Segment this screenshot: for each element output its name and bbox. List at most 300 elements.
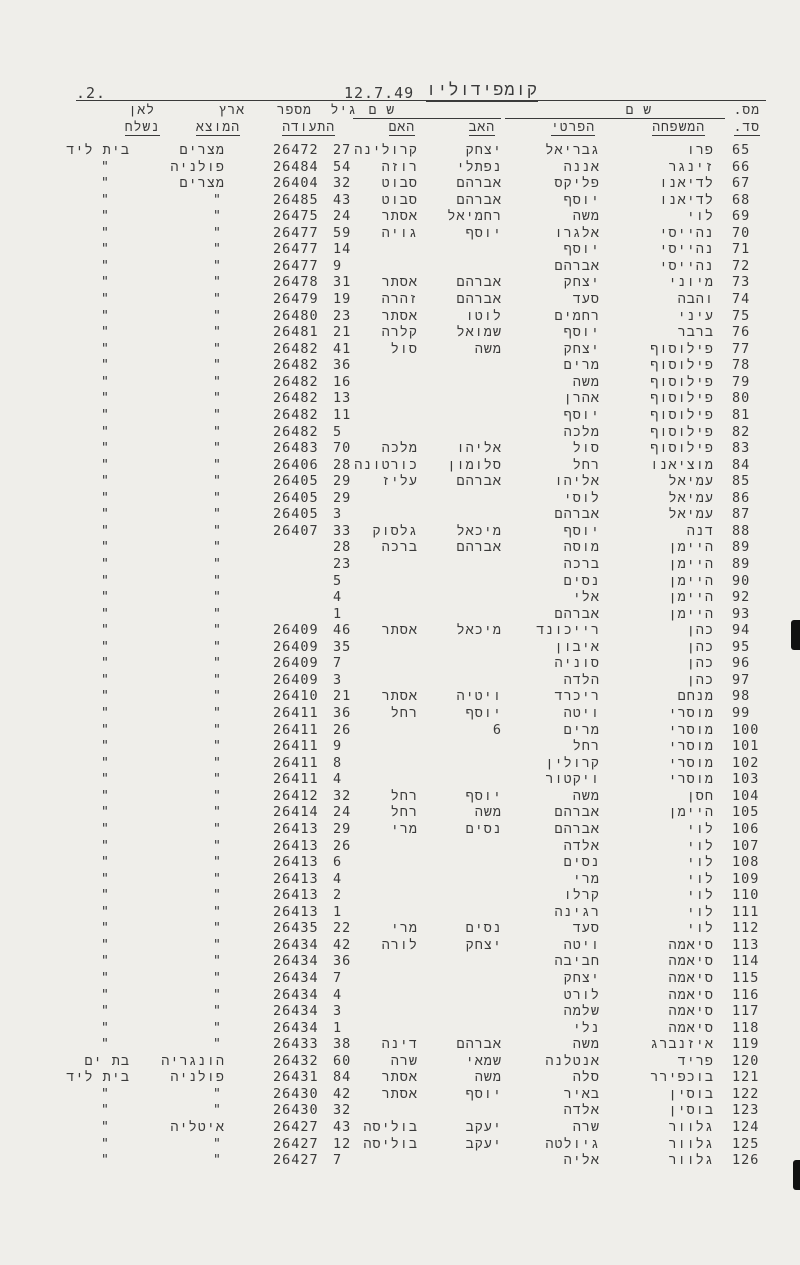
table-row <box>0 440 800 457</box>
cell-mother: ברכה <box>381 539 418 556</box>
cell-dest: " <box>100 175 110 192</box>
cell-family: היימן <box>668 556 714 572</box>
cell-dest: " <box>100 589 110 606</box>
table-row <box>0 1036 800 1053</box>
cell-country: " <box>212 1102 222 1119</box>
cell-country: " <box>212 357 222 374</box>
cell-no: 85 <box>732 473 751 490</box>
cell-dest: " <box>100 688 110 705</box>
cell-country: " <box>212 1152 222 1169</box>
cell-first: סלה <box>572 1069 600 1086</box>
cell-country: פולניה <box>170 158 225 175</box>
cell-mother: בוליסה <box>363 1119 418 1136</box>
cell-dest: " <box>100 257 110 274</box>
cell-father: יוסף <box>465 705 502 722</box>
cell-first: יצחק <box>563 274 600 291</box>
cell-age: 4 <box>333 771 343 788</box>
cell-family: סיאמה <box>668 970 714 986</box>
cell-country: " <box>212 1036 222 1053</box>
cell-doc: 26434 <box>273 1019 319 1036</box>
cell-dest: " <box>100 754 110 771</box>
cell-country: " <box>212 473 222 490</box>
cell-dest: " <box>100 357 110 374</box>
table-row <box>0 821 800 838</box>
cell-no: 99 <box>732 705 751 722</box>
cell-first: שלמה <box>563 1003 600 1020</box>
cell-doc: 26482 <box>273 357 319 374</box>
dest-header-1: לאן <box>128 103 155 118</box>
cell-dest: " <box>100 820 110 837</box>
cell-country: " <box>212 489 222 506</box>
cell-father: יצחק <box>465 142 502 158</box>
cell-dest: " <box>100 986 110 1003</box>
cell-doc: 26409 <box>273 638 319 655</box>
table-row <box>0 407 800 424</box>
cell-first: איבון <box>554 638 600 655</box>
cell-family: גלוור <box>668 1119 714 1136</box>
cell-family: לוי <box>686 208 714 225</box>
cell-first: פליקס <box>554 175 600 192</box>
cell-family: פילוסוף <box>650 406 714 423</box>
cell-age: 28 <box>333 456 352 473</box>
cell-age: 5 <box>333 572 343 589</box>
cell-first: חביבה <box>554 953 600 970</box>
cell-doc: 26413 <box>273 820 319 837</box>
cell-first: משה <box>572 1036 600 1053</box>
cell-doc: 26411 <box>273 738 319 755</box>
cell-first: נסים <box>563 572 600 589</box>
cell-country: " <box>212 556 222 572</box>
cell-no: 121 <box>732 1069 760 1086</box>
table-row <box>0 1053 800 1070</box>
cell-dest: " <box>100 804 110 821</box>
cell-age: 11 <box>333 406 352 423</box>
cell-doc: 26477 <box>273 257 319 274</box>
cell-father: משה <box>474 1069 502 1086</box>
cell-family: לוי <box>686 870 714 887</box>
cell-first: אברהם <box>554 257 600 274</box>
cell-family: נהייסי <box>659 257 714 274</box>
cell-mother: אסתר <box>381 1085 418 1102</box>
cell-age: 9 <box>333 738 343 755</box>
table-row <box>0 1069 800 1086</box>
table-row <box>0 970 800 987</box>
cell-age: 41 <box>333 340 352 357</box>
cell-doc: 26407 <box>273 522 319 539</box>
cell-family: דנה <box>686 522 714 539</box>
cell-no: 104 <box>732 787 760 804</box>
cell-family: סיאמה <box>668 1003 714 1020</box>
cell-country: מצרים <box>179 175 225 192</box>
cell-mother: רחל <box>390 705 418 722</box>
cell-dest: " <box>100 936 110 953</box>
cell-doc: 26475 <box>273 208 319 225</box>
table-row <box>0 589 800 606</box>
cell-family: כהן <box>686 622 714 639</box>
document-header <box>76 78 780 106</box>
table-row <box>0 424 800 441</box>
cell-country: " <box>212 274 222 291</box>
cell-age: 22 <box>333 920 352 937</box>
cell-first: אהרן <box>563 390 600 407</box>
cell-first: אלדה <box>563 1102 600 1119</box>
table-row <box>0 175 800 192</box>
cell-country: " <box>212 208 222 225</box>
cell-no: 122 <box>732 1085 760 1102</box>
cell-family: לוי <box>686 903 714 920</box>
cell-first: לורט <box>563 986 600 1003</box>
cell-family: פרו <box>686 142 714 158</box>
cell-father: אברהם <box>456 539 502 556</box>
cell-mother: לורה <box>381 936 418 953</box>
cell-age: 13 <box>333 390 352 407</box>
cell-dest: " <box>100 787 110 804</box>
cell-age: 84 <box>333 1069 352 1086</box>
table-row <box>0 573 800 590</box>
cell-dest: " <box>100 307 110 324</box>
cell-no: 125 <box>732 1135 760 1152</box>
cell-father: יעקב <box>465 1119 502 1136</box>
mother-header: האם <box>388 120 415 135</box>
cell-dest: " <box>100 506 110 523</box>
cell-first: מלכה <box>563 423 600 440</box>
cell-dest: בית ליד <box>66 1069 130 1086</box>
cell-no: 78 <box>732 357 751 374</box>
cell-family: עמיאל <box>668 506 714 523</box>
cell-no: 88 <box>732 522 751 539</box>
cell-doc: 26404 <box>273 175 319 192</box>
serial-header-2: סד. <box>733 120 760 135</box>
cell-doc: 26483 <box>273 440 319 457</box>
cell-family: איזנברג <box>650 1036 714 1053</box>
cell-no: 69 <box>732 208 751 225</box>
table-row <box>0 622 800 639</box>
cell-family: נהייסי <box>659 224 714 241</box>
cell-mother: קלרה <box>381 324 418 341</box>
cell-family: לוי <box>686 837 714 854</box>
scan-mark <box>791 620 800 650</box>
table-row <box>0 755 800 772</box>
cell-father: רחמיאל <box>447 208 502 225</box>
cell-age: 24 <box>333 208 352 225</box>
name-group-rule <box>505 118 725 119</box>
cell-no: 126 <box>732 1152 760 1169</box>
table-row <box>0 192 800 209</box>
cell-country: " <box>212 324 222 341</box>
cell-doc: 26411 <box>273 754 319 771</box>
cell-doc: 26481 <box>273 324 319 341</box>
cell-no: 123 <box>732 1102 760 1119</box>
cell-dest: " <box>100 208 110 225</box>
cell-age: 26 <box>333 837 352 854</box>
table-row <box>0 341 800 358</box>
cell-no: 87 <box>732 506 751 523</box>
cell-no: 82 <box>732 423 751 440</box>
cell-country: " <box>212 224 222 241</box>
cell-first: יצחק <box>563 340 600 357</box>
cell-first: גבריאל <box>545 142 600 158</box>
cell-dest: בית ליד <box>66 142 130 158</box>
cell-first: משה <box>572 787 600 804</box>
cell-age: 43 <box>333 191 352 208</box>
cell-no: 75 <box>732 307 751 324</box>
cell-doc: 26412 <box>273 787 319 804</box>
cell-age: 29 <box>333 820 352 837</box>
cell-father: לוטו <box>465 307 502 324</box>
cell-country: " <box>212 572 222 589</box>
cell-dest: " <box>100 671 110 688</box>
cell-mother: סול <box>390 340 418 357</box>
cell-country: " <box>212 705 222 722</box>
cell-mother: בוליסה <box>363 1135 418 1152</box>
table-row <box>0 639 800 656</box>
table-row <box>0 308 800 325</box>
cell-family: עמיאל <box>668 489 714 506</box>
cell-first: מרי <box>572 870 600 887</box>
cell-no: 80 <box>732 390 751 407</box>
cell-no: 79 <box>732 373 751 390</box>
cell-dest: " <box>100 390 110 407</box>
cell-first: סול <box>572 440 600 457</box>
cell-no: 71 <box>732 241 751 258</box>
cell-mother: זהרה <box>381 291 418 308</box>
cell-first: הלדה <box>563 671 600 688</box>
cell-dest: " <box>100 274 110 291</box>
cell-doc: 26482 <box>273 390 319 407</box>
cell-no: 102 <box>732 754 760 771</box>
cell-family: היימן <box>668 539 714 556</box>
cell-no: 119 <box>732 1036 760 1053</box>
cell-mother: אסתר <box>381 307 418 324</box>
cell-age: 4 <box>333 870 343 887</box>
cell-father: שמאי <box>465 1052 502 1069</box>
cell-doc: 26435 <box>273 920 319 937</box>
cell-country: " <box>212 1003 222 1020</box>
table-row <box>0 606 800 623</box>
cell-country: הונגריה <box>161 1052 225 1069</box>
cell-age: 23 <box>333 307 352 324</box>
cell-family: לוי <box>686 887 714 904</box>
cell-family: ברבר <box>677 324 714 341</box>
cell-no: 72 <box>732 257 751 274</box>
cell-family: מוסרי <box>668 738 714 755</box>
table-row <box>0 539 800 556</box>
cell-age: 4 <box>333 986 343 1003</box>
cell-first: אלגרו <box>554 224 600 241</box>
cell-first: אברהם <box>554 506 600 523</box>
cell-father: מיכאל <box>456 522 502 539</box>
cell-no: 113 <box>732 936 760 953</box>
cell-doc: 26427 <box>273 1152 319 1169</box>
cell-first: ברכה <box>563 556 600 572</box>
table-row <box>0 937 800 954</box>
cell-dest: " <box>100 1036 110 1053</box>
cell-age: 36 <box>333 953 352 970</box>
cell-family: היימן <box>668 589 714 606</box>
cell-no: 96 <box>732 655 751 672</box>
cell-mother: סבוט <box>381 191 418 208</box>
cell-doc: 26472 <box>273 142 319 158</box>
cell-country: " <box>212 1085 222 1102</box>
cell-dest: " <box>100 1152 110 1169</box>
document-date: 12.7.49 <box>344 84 415 102</box>
cell-first: יוסף <box>563 522 600 539</box>
table-row <box>0 1152 800 1169</box>
cell-age: 7 <box>333 970 343 986</box>
cell-first: סעד <box>572 920 600 937</box>
cell-age: 60 <box>333 1052 352 1069</box>
cell-first: אנטלנה <box>545 1052 600 1069</box>
cell-age: 26 <box>333 721 352 738</box>
cell-first: גיולטה <box>545 1135 600 1152</box>
cell-age: 19 <box>333 291 352 308</box>
cell-family: פילוסוף <box>650 440 714 457</box>
cell-family: היימן <box>668 804 714 821</box>
cell-age: 38 <box>333 1036 352 1053</box>
table-row <box>0 920 800 937</box>
cell-no: 110 <box>732 887 760 904</box>
cell-no: 100 <box>732 721 760 738</box>
cell-dest: " <box>100 489 110 506</box>
cell-age: 7 <box>333 655 343 672</box>
cell-doc: 26411 <box>273 721 319 738</box>
parents-group-rule <box>353 118 501 119</box>
cell-first: קרלו <box>563 887 600 904</box>
cell-country: " <box>212 340 222 357</box>
cell-country: " <box>212 804 222 821</box>
cell-country: " <box>212 820 222 837</box>
cell-age: 29 <box>333 473 352 490</box>
cell-first: באיר <box>563 1085 600 1102</box>
cell-age: 1 <box>333 1019 343 1036</box>
table-row <box>0 953 800 970</box>
cell-first: רחל <box>572 738 600 755</box>
cell-family: בוסין <box>668 1102 714 1119</box>
cell-age: 3 <box>333 1003 343 1020</box>
cell-mother: רחל <box>390 787 418 804</box>
cell-no: 83 <box>732 440 751 457</box>
cell-mother: אסתר <box>381 274 418 291</box>
cell-first: ויקטור <box>545 771 600 788</box>
cell-family: פילוסוף <box>650 423 714 440</box>
cell-father: יוסף <box>465 224 502 241</box>
father-header: האב <box>468 120 495 135</box>
cell-dest: " <box>100 572 110 589</box>
cell-first: משה <box>572 373 600 390</box>
cell-country: " <box>212 390 222 407</box>
cell-no: 120 <box>732 1052 760 1069</box>
cell-family: והבה <box>677 291 714 308</box>
cell-doc: 26477 <box>273 224 319 241</box>
cell-first: יוסף <box>563 241 600 258</box>
cell-dest: " <box>100 1135 110 1152</box>
cell-country: איטליה <box>170 1119 225 1136</box>
cell-father: ויטיה <box>456 688 502 705</box>
cell-father: אברהם <box>456 1036 502 1053</box>
cell-country: " <box>212 589 222 606</box>
cell-family: מוסרי <box>668 705 714 722</box>
cell-first: מרים <box>563 721 600 738</box>
cell-mother: מלכה <box>381 440 418 457</box>
cell-family: זינגר <box>668 158 714 175</box>
country-header-2: המוצא <box>195 120 240 135</box>
cell-age: 33 <box>333 522 352 539</box>
cell-dest: " <box>100 456 110 473</box>
cell-age: 24 <box>333 804 352 821</box>
cell-family: מוסרי <box>668 721 714 738</box>
table-row <box>0 722 800 739</box>
cell-dest: " <box>100 373 110 390</box>
table-row <box>0 258 800 275</box>
cell-age: 46 <box>333 622 352 639</box>
table-row <box>0 871 800 888</box>
cell-doc: 26413 <box>273 887 319 904</box>
cell-no: 106 <box>732 820 760 837</box>
cell-mother: רוזה <box>381 158 418 175</box>
cell-age: 42 <box>333 1085 352 1102</box>
cell-first: ריכרד <box>554 688 600 705</box>
cell-family: לדיאנו <box>659 191 714 208</box>
cell-first: שרה <box>572 1119 600 1136</box>
cell-no: 103 <box>732 771 760 788</box>
cell-family: היימן <box>668 572 714 589</box>
cell-doc: 26411 <box>273 705 319 722</box>
cell-doc: 26427 <box>273 1119 319 1136</box>
cell-doc: 26434 <box>273 936 319 953</box>
cell-family: בוכפירר <box>650 1069 714 1086</box>
cell-family: עיני <box>677 307 714 324</box>
cell-first: נסים <box>563 854 600 871</box>
cell-age: 9 <box>333 257 343 274</box>
cell-doc: 26479 <box>273 291 319 308</box>
cell-mother: סבוט <box>381 175 418 192</box>
cell-country: " <box>212 738 222 755</box>
cell-country: פולניה <box>170 1069 225 1086</box>
cell-doc: 26405 <box>273 473 319 490</box>
cell-country: " <box>212 688 222 705</box>
cell-no: 70 <box>732 224 751 241</box>
cell-dest: " <box>100 854 110 871</box>
cell-no: 89 <box>732 539 751 556</box>
cell-first: רייכונד <box>536 622 600 639</box>
doc-header-2: התעודה <box>282 120 335 135</box>
cell-age: 3 <box>333 506 343 523</box>
table-row <box>0 987 800 1004</box>
cell-dest: " <box>100 837 110 854</box>
cell-family: עמיאל <box>668 473 714 490</box>
table-row <box>0 887 800 904</box>
cell-family: מוסרי <box>668 754 714 771</box>
cell-age: 32 <box>333 175 352 192</box>
table-row <box>0 688 800 705</box>
cell-age: 32 <box>333 1102 352 1119</box>
cell-country: " <box>212 522 222 539</box>
cell-first: לוסי <box>563 489 600 506</box>
cell-first: קרולין <box>545 754 600 771</box>
cell-doc: 26431 <box>273 1069 319 1086</box>
cell-father: אברהם <box>456 175 502 192</box>
cell-country: " <box>212 854 222 871</box>
table-row <box>0 457 800 474</box>
cell-country: " <box>212 970 222 986</box>
cell-doc: 26484 <box>273 158 319 175</box>
cell-no: 68 <box>732 191 751 208</box>
table-row <box>0 374 800 391</box>
cell-doc: 26434 <box>273 953 319 970</box>
cell-dest: " <box>100 903 110 920</box>
table-row <box>0 291 800 308</box>
cell-dest: " <box>100 920 110 937</box>
